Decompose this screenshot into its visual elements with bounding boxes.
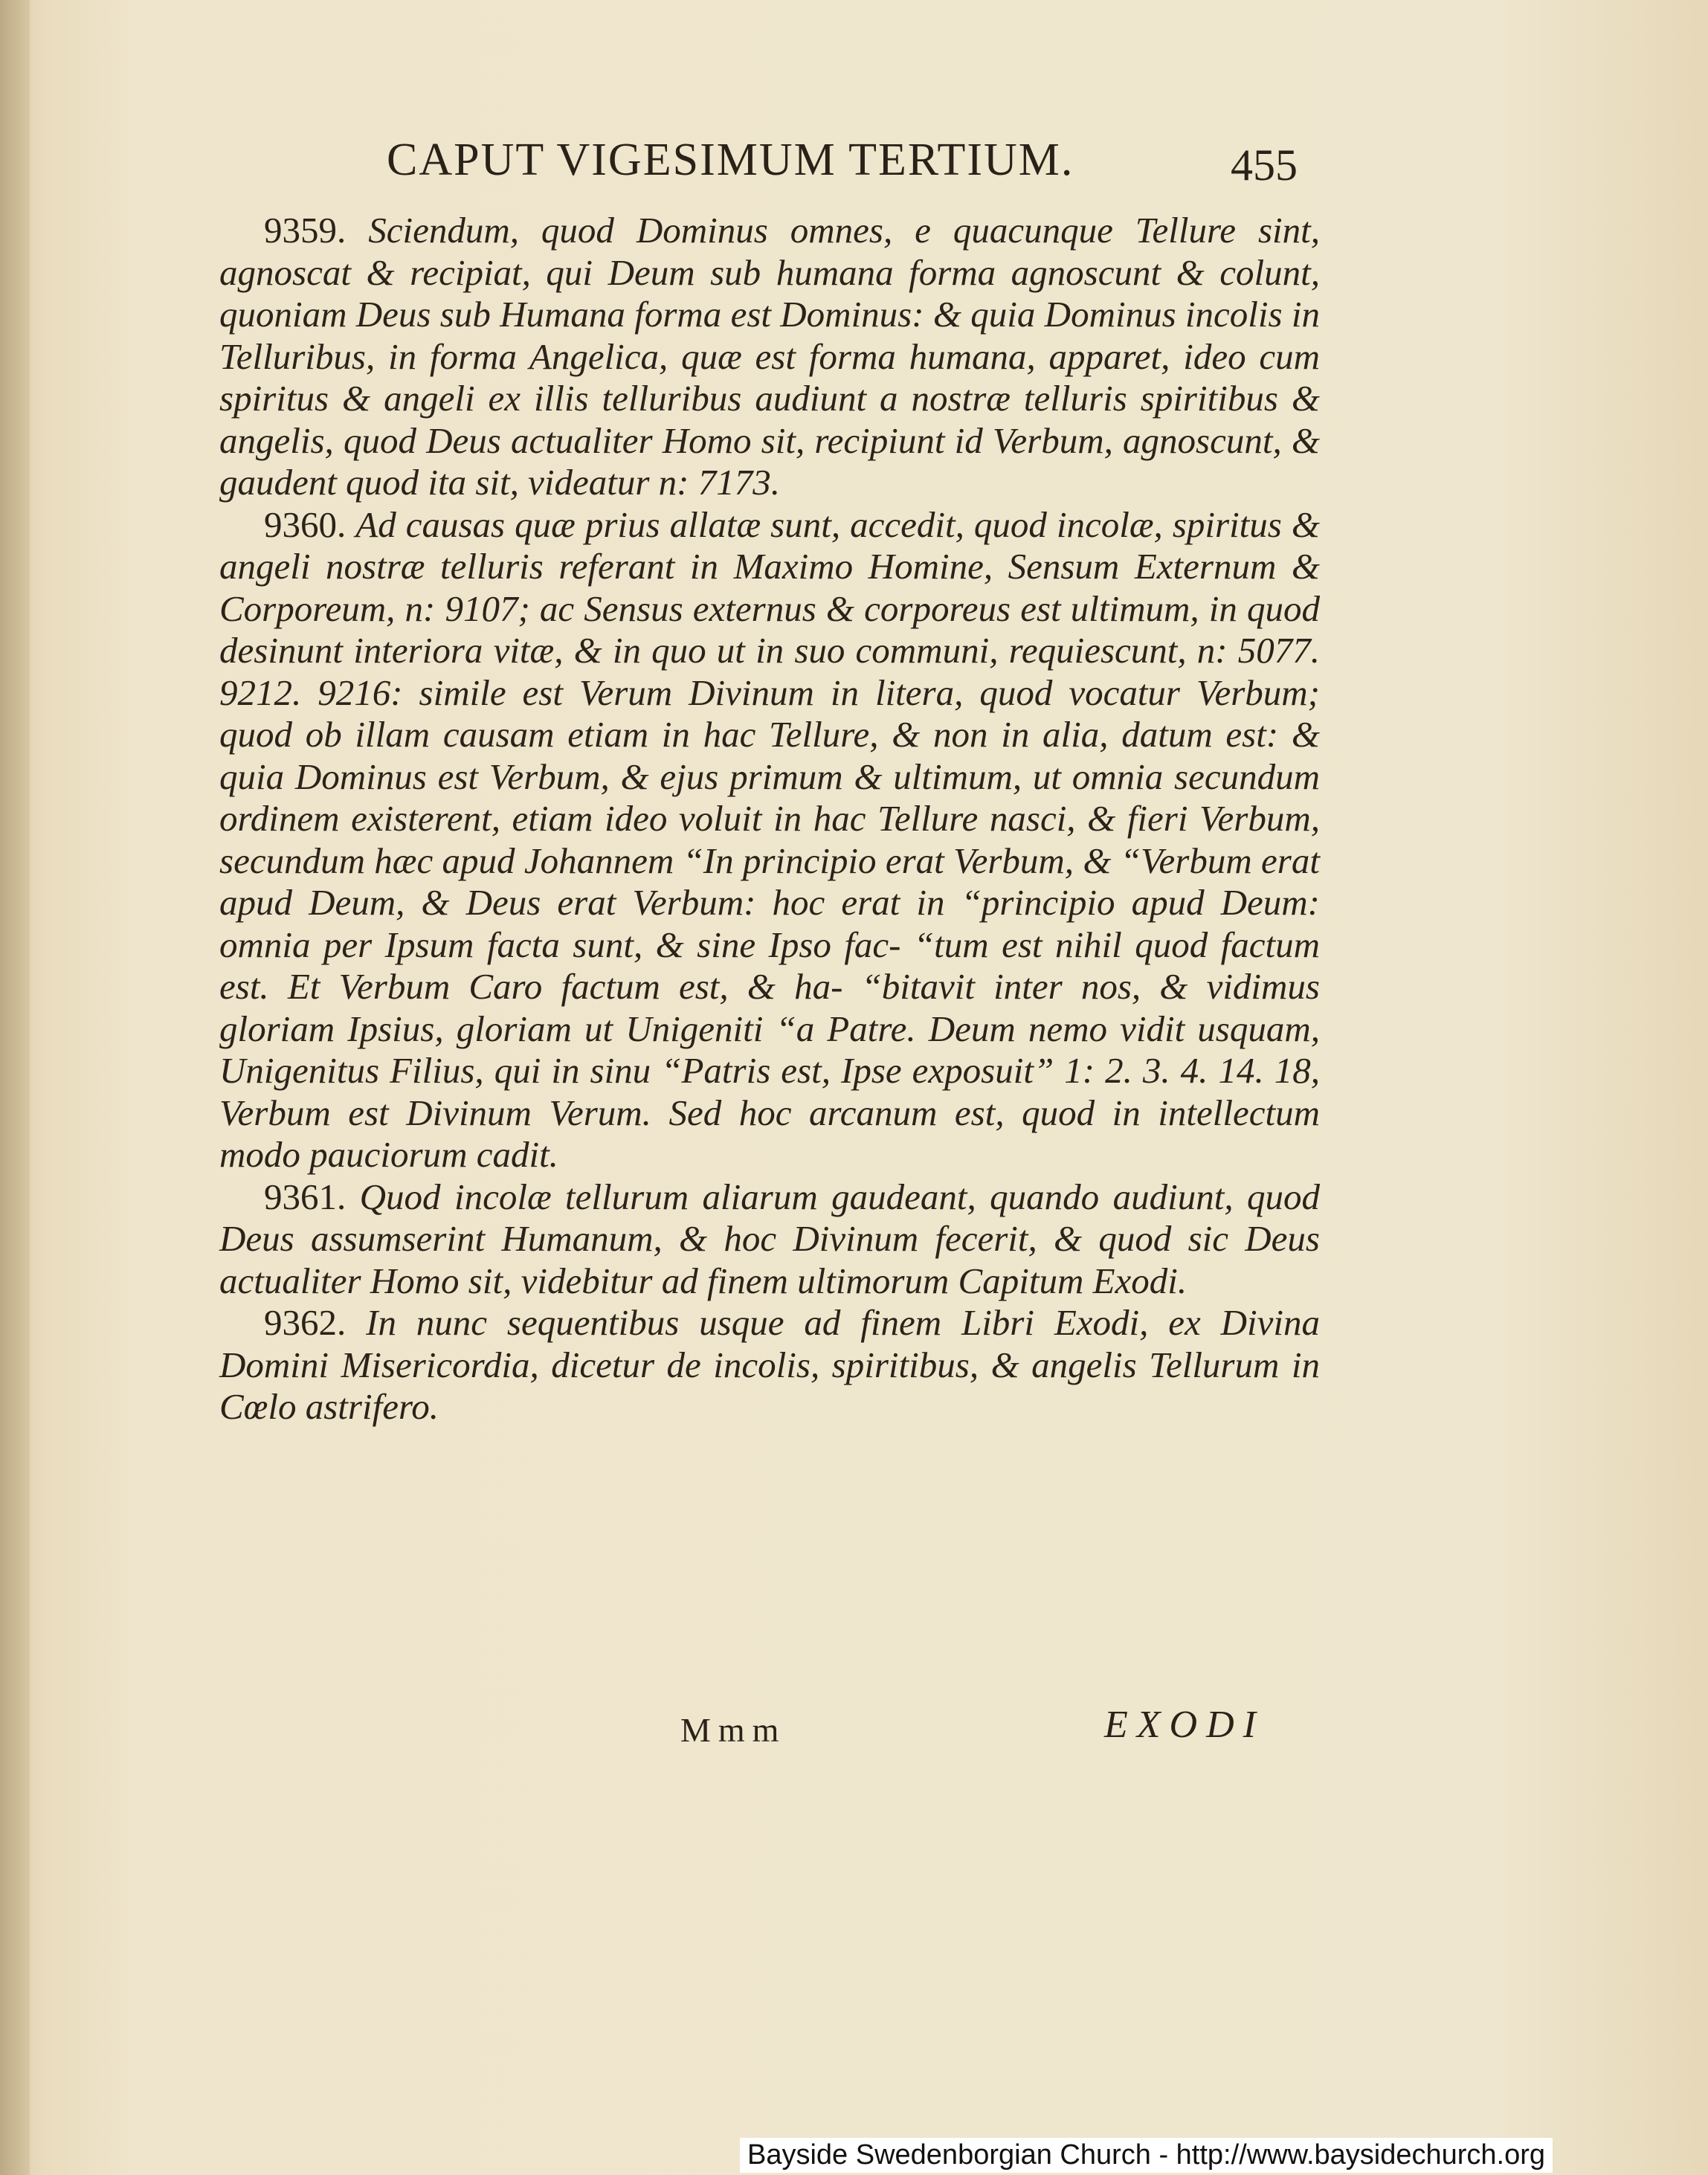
running-head: CAPUT VIGESIMUM TERTIUM. [387,135,1074,185]
body-text [219,210,1320,1428]
paragraph-text: Ad causas quæ prius allatæ sunt, accedit, quod incolæ, spiritus & angeli nostræ telluris referant in Maximo Homine, Sensum Externum & Corporeum, n: 9107; ac Sensus externus & corporeus est ultimum, in quod desinunt interiora vitæ, & in quo ut in suo communi, requiescunt, n: 5077. 9212. 9216: simile est Verum Divinum in litera, quod vocatur Verbum; quod ob illam causam etiam in hac Tellure, & non in alia, datum est: & quia Dominus est Verbum, & ejus primum & ultimum, ut omnia secundum ordinem existerent, etiam ideo voluit in hac Tellure nasci, & fieri Verbum, secundum hæc apud Johannem “In principio erat Verbum, & “Verbum erat apud Deum, & Deus erat Verbum: hoc erat in “principio apud Deum: omnia per Ipsum facta sunt, & sine Ipso fac- “tum est nihil quod factum est. Et Verbum Caro factum est, & ha- “bitavit inter nos, & vidimus gloriam Ipsius, gloriam ut Unigeniti “a Patre. Deum nemo vidit usquam, Unigenitus Filius, qui in sinu “Patris est, Ipse exposuit” 1: 2. 3. 4. 14. 18, Verbum est Divinum Verum. Sed hoc arcanum est, quod in intellectum modo pauciorum cadit. [219,503,1320,1175]
watermark-caption: Bayside Swedenborgian Church - http://www.baysidechurch.org [740,2138,1553,2173]
paragraph-text: Sciendum, quod Dominus omnes, e quacunque Tellure sint, agnoscat & recipiat, qui Deum sub humana forma agnoscunt & colunt, quoniam Deus sub Humana forma est Dominus: & quia Dominus incolis in Telluribus, in forma Angelica, quæ est forma humana, apparet, ideo cum spiritus & angeli ex illis telluribus audiunt a nostræ telluris spiritibus & angelis, quod Deus actualiter Homo sit, recipiunt id Verbum, agnoscunt, & gaudent quod ita sit, videatur n: 7173. [219,210,1320,503]
paragraph-number: 9362. [264,1302,347,1343]
paragraph-9359 [219,210,1320,504]
paragraph-9362 [219,1302,1320,1428]
page-number: 455 [1231,141,1298,190]
paragraph-text: In nunc sequentibus usque ad finem Libri Exodi, ex Divina Domini Misericordia, dicetur de incolis, spiritibus, & angelis Tellurum in Cœlo astrifero. [219,1302,1321,1427]
paragraph-text: Quod incolæ tellurum aliarum gaudeant, quando audiunt, quod Deus assumserint Humanum, & hoc Divinum fecerit, & quod sic Deus actualiter Homo sit, videbitur ad finem ultimorum Capitum Exodi. [219,1176,1320,1301]
signature-mark: Mmm [680,1711,787,1749]
paragraph-number: 9359. [264,210,347,251]
paragraph-9361 [219,1176,1320,1303]
catchword: EXODI [1104,1704,1265,1746]
page-gutter-shadow [0,0,30,2175]
paragraph-number: 9360. [264,503,347,545]
paragraph-number: 9361. [264,1176,347,1217]
paragraph-9360 [219,504,1320,1176]
